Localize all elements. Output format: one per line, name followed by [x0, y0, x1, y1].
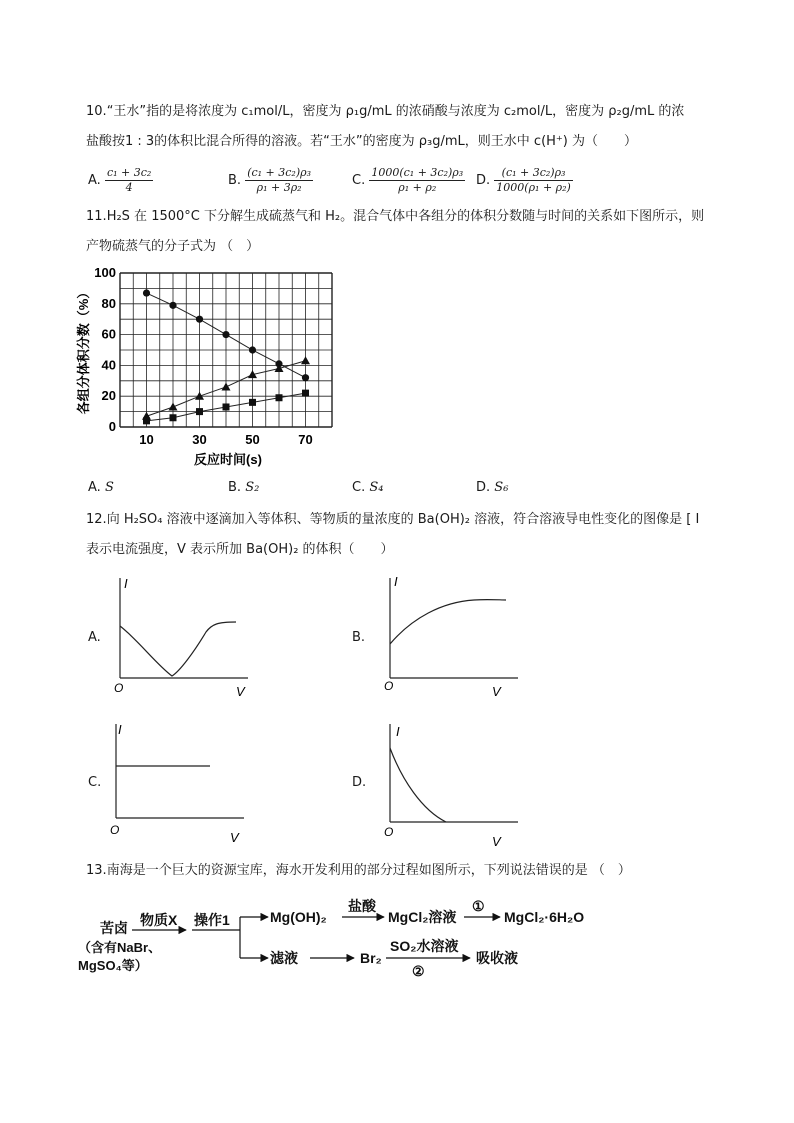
x-tick-label: 10 [139, 432, 154, 447]
data-point-circle [249, 346, 256, 353]
q11-option-c: C. S₄ [352, 480, 384, 495]
y-tick-label: 20 [101, 388, 116, 404]
q13-flow-diagram [72, 895, 602, 980]
flow-br2: Br₂ [360, 950, 382, 966]
y-tick-label: 100 [94, 265, 116, 280]
q12-stem-line1: 12.向 H₂SO₄ 溶液中逐滴加入等体积、等物质的量浓度的 Ba(OH)₂ 溶液，符合溶液导电性变化的图像是 [ I [86, 512, 700, 527]
data-point-triangle [222, 382, 231, 390]
q12-c-origin: O [110, 823, 120, 837]
x-tick-label: 50 [245, 432, 260, 447]
q12-b-axis-v: V [492, 684, 501, 699]
q12-option-a-label: A. [88, 630, 101, 645]
data-point-square [143, 417, 150, 424]
q10-option-d: D. $\frac{\text{(c₁ + 3c₂)ρ₃}}{\text{1000(ρ₁ + ρ₂)}}$ [476, 166, 571, 194]
q12-c-axis-v: V [230, 830, 239, 845]
x-tick-label: 70 [298, 432, 313, 447]
q10-option-d-fraction: $\frac{\text{(c₁ + 3c₂)ρ₃}}{\text{1000(ρ₁ + ρ₂)}}$ [496, 166, 571, 194]
flow-mgcl2-hydrate: MgCl₂·6H₂O [504, 909, 585, 925]
q11-stem-line2: 产物硫蒸气的分子式为 （ ） [86, 239, 260, 254]
flow-start-note1: （含有NaBr、 [78, 940, 162, 955]
data-point-square [170, 414, 177, 421]
y-tick-label: 0 [108, 419, 116, 434]
q10-option-b: B. $\frac{\text{(c₁ + 3c₂)ρ₃}}{\text{ρ₁ + 3ρ₂}}$ [228, 166, 312, 194]
y-tick-label: 60 [101, 326, 116, 342]
chart-xlabel: 反应时间(s) [194, 452, 262, 467]
q10-stem-line1: 10.“王水”指的是将浓度为 c₁mol/L，密度为 ρ₁g/mL 的浓硝酸与浓度为 c₂mol/L，密度为 ρ₂g/mL 的浓 [86, 104, 685, 119]
data-point-triangle [301, 356, 310, 364]
flow-step2: ② [412, 963, 425, 979]
q11-option-b: B. S₂ [228, 480, 260, 495]
flow-absorb: 吸收液 [476, 950, 518, 966]
data-point-circle [302, 374, 309, 381]
data-point-square [276, 394, 283, 401]
question-13 [86, 856, 726, 886]
q11-chart [70, 262, 360, 472]
data-point-triangle [169, 402, 178, 410]
data-point-circle [169, 302, 176, 309]
flow-start-note2: MgSO₄等） [78, 958, 148, 973]
q12-graph-c [104, 720, 254, 846]
q12-option-b-label: B. [352, 630, 366, 645]
data-point-square [196, 408, 203, 415]
q10-option-c: C. $\frac{\text{1000(c₁ + 3c₂)ρ₃}}{\text{ρ₁ + ρ₂}}$ [352, 166, 464, 194]
flow-filtrate: 滤液 [270, 950, 298, 966]
q12-b-axis-i: I [394, 574, 398, 589]
question-12 [86, 505, 726, 565]
data-point-square [223, 403, 230, 410]
q12-graph-d [378, 720, 528, 846]
q10-option-a: A. $\frac{\text{c₁ + 3c₂}}{4}$ [88, 166, 152, 194]
q12-d-axis-v: V [492, 834, 501, 846]
flow-so2: SO₂水溶液 [390, 938, 459, 954]
question-11 [86, 202, 726, 262]
data-point-triangle [195, 392, 204, 400]
q12-d-axis-i: I [396, 724, 400, 739]
flow-step1: ① [472, 898, 485, 914]
question-10 [86, 97, 726, 157]
q12-c-axis-i: I [118, 722, 122, 737]
flow-hcl: 盐酸 [348, 898, 376, 914]
flow-reagent-x: 物质X [140, 912, 178, 928]
q11-stem-line1: 11.H₂S 在 1500°C 下分解生成硫蒸气和 H₂。混合气体中各组分的体积分数随与时间的关系如下图所示，则 [86, 209, 705, 224]
data-point-circle [143, 289, 150, 296]
data-point-square [302, 390, 309, 397]
flow-start: 苦卤 [100, 920, 128, 936]
flow-mgcl2-solution: MgCl₂溶液 [388, 909, 457, 925]
chart-ylabel: 各组分体积分数（%） [76, 285, 91, 415]
q11-option-a: A. S [88, 480, 114, 495]
chart-ticks [94, 265, 312, 447]
q12-option-c-label: C. [88, 775, 102, 790]
q12-graph-b [378, 574, 528, 700]
y-tick-label: 40 [101, 357, 116, 373]
q12-option-d-label: D. [352, 775, 367, 790]
q12-graph-a [108, 574, 258, 700]
q10-option-c-fraction: $\frac{\text{1000(c₁ + 3c₂)ρ₃}}{\text{ρ₁ + ρ₂}}$ [371, 166, 464, 194]
y-tick-label: 80 [101, 295, 116, 311]
data-point-square [249, 399, 256, 406]
data-point-circle [222, 331, 229, 338]
q11-option-d: D. S₆ [476, 480, 509, 495]
q10-option-a-fraction: $\frac{\text{c₁ + 3c₂}}{4}$ [106, 166, 152, 194]
q12-d-origin: O [384, 825, 394, 839]
q12-stem-line2: 表示电流强度，V 表示所加 Ba(OH)₂ 的体积（ ） [86, 542, 394, 557]
q12-a-origin: O [114, 681, 124, 695]
x-tick-label: 30 [192, 432, 207, 447]
q12-a-axis-v: V [236, 684, 245, 699]
q10-option-b-fraction: $\frac{\text{(c₁ + 3c₂)ρ₃}}{\text{ρ₁ + 3ρ₂}}$ [247, 166, 312, 194]
flow-mgoh2: Mg(OH)₂ [270, 909, 327, 925]
q12-a-axis-i: I [124, 576, 128, 591]
q12-b-origin: O [384, 679, 394, 693]
flow-op1: 操作1 [194, 912, 230, 928]
q10-stem-line2: 盐酸按1 : 3的体积比混合所得的溶液。若“王水”的密度为 ρ₃g/mL，则王水中 c(H⁺) 为（ ） [86, 134, 637, 149]
q13-stem: 13.南海是一个巨大的资源宝库，海水开发利用的部分过程如图所示，下列说法错误的是 （ ） [86, 863, 631, 878]
data-point-circle [196, 316, 203, 323]
